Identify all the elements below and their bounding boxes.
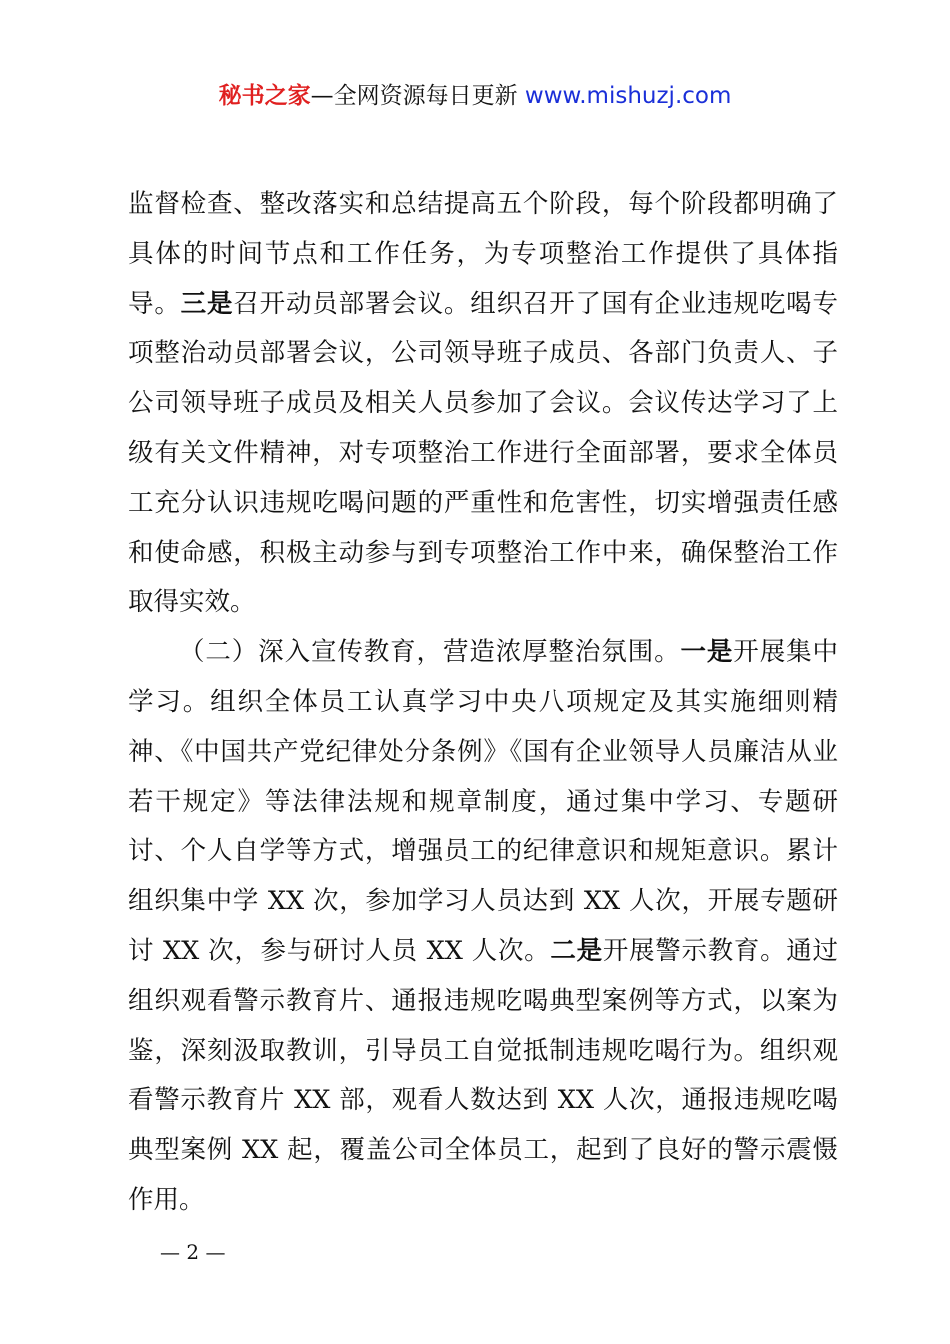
paragraph-2-keyword-er-shi: 二是	[550, 935, 603, 966]
paragraph-1-run-0: 监督检查、整改落实和总结提高五个阶段，每个阶段都明确了具体的时间节点和工作任务，为专项整治工作提供了具体指导。	[128, 189, 838, 319]
site-brand: 秘书之家	[218, 83, 311, 109]
paragraph-2-run-0: （二）深入宣传教育，营造浓厚整治氛围。	[179, 637, 681, 668]
site-tagline: —全网资源每日更新	[310, 83, 525, 109]
document-body	[128, 180, 838, 1226]
paragraph-2-keyword-yi-shi: 一是	[680, 637, 734, 668]
page-number: — 2 —	[160, 1240, 226, 1264]
paragraph-2-run-2: 开展集中学习。组织全体员工认真学习中央八项规定及其实施细则精神、《中国共产党纪律处分条例》《国有企业领导人员廉洁从业若干规定》等法律法规和规章制度，通过集中学习、专题研讨、个人自学等方式，增强员工的纪律意识和规矩意识。累计组织集中学 XX 次，参加学习人员达到 XX 人次，开展专题研讨 XX 次，参与研讨人员 XX 人次。	[128, 637, 838, 966]
paragraph-2	[128, 628, 838, 1226]
paragraph-1-keyword-san-shi: 三是	[180, 288, 234, 319]
site-header	[0, 80, 950, 112]
paragraph-1-run-2: 召开动员部署会议。组织召开了国有企业违规吃喝专项整治动员部署会议，公司领导班子成员、各部门负责人、子公司领导班子成员及相关人员参加了会议。会议传达学习了上级有关文件精神，对专项整治工作进行全面部署，要求全体员工充分认识违规吃喝问题的严重性和危害性，切实增强责任感和使命感，积极主动参与到专项整治工作中来，确保整治工作取得实效。	[128, 288, 838, 618]
paragraph-1	[128, 180, 838, 628]
site-url-link[interactable]: www.mishuzj.com	[524, 83, 732, 109]
paragraph-2-run-4: 开展警示教育。通过组织观看警示教育片、通报违规吃喝典型案例等方式，以案为鉴，深刻汲取教训，引导员工自觉抵制违规吃喝行为。组织观看警示教育片 XX 部，观看人数达到 XX 人次，通报违规吃喝典型案例 XX 起，覆盖公司全体员工，起到了良好的警示震慑作用。	[128, 935, 838, 1215]
